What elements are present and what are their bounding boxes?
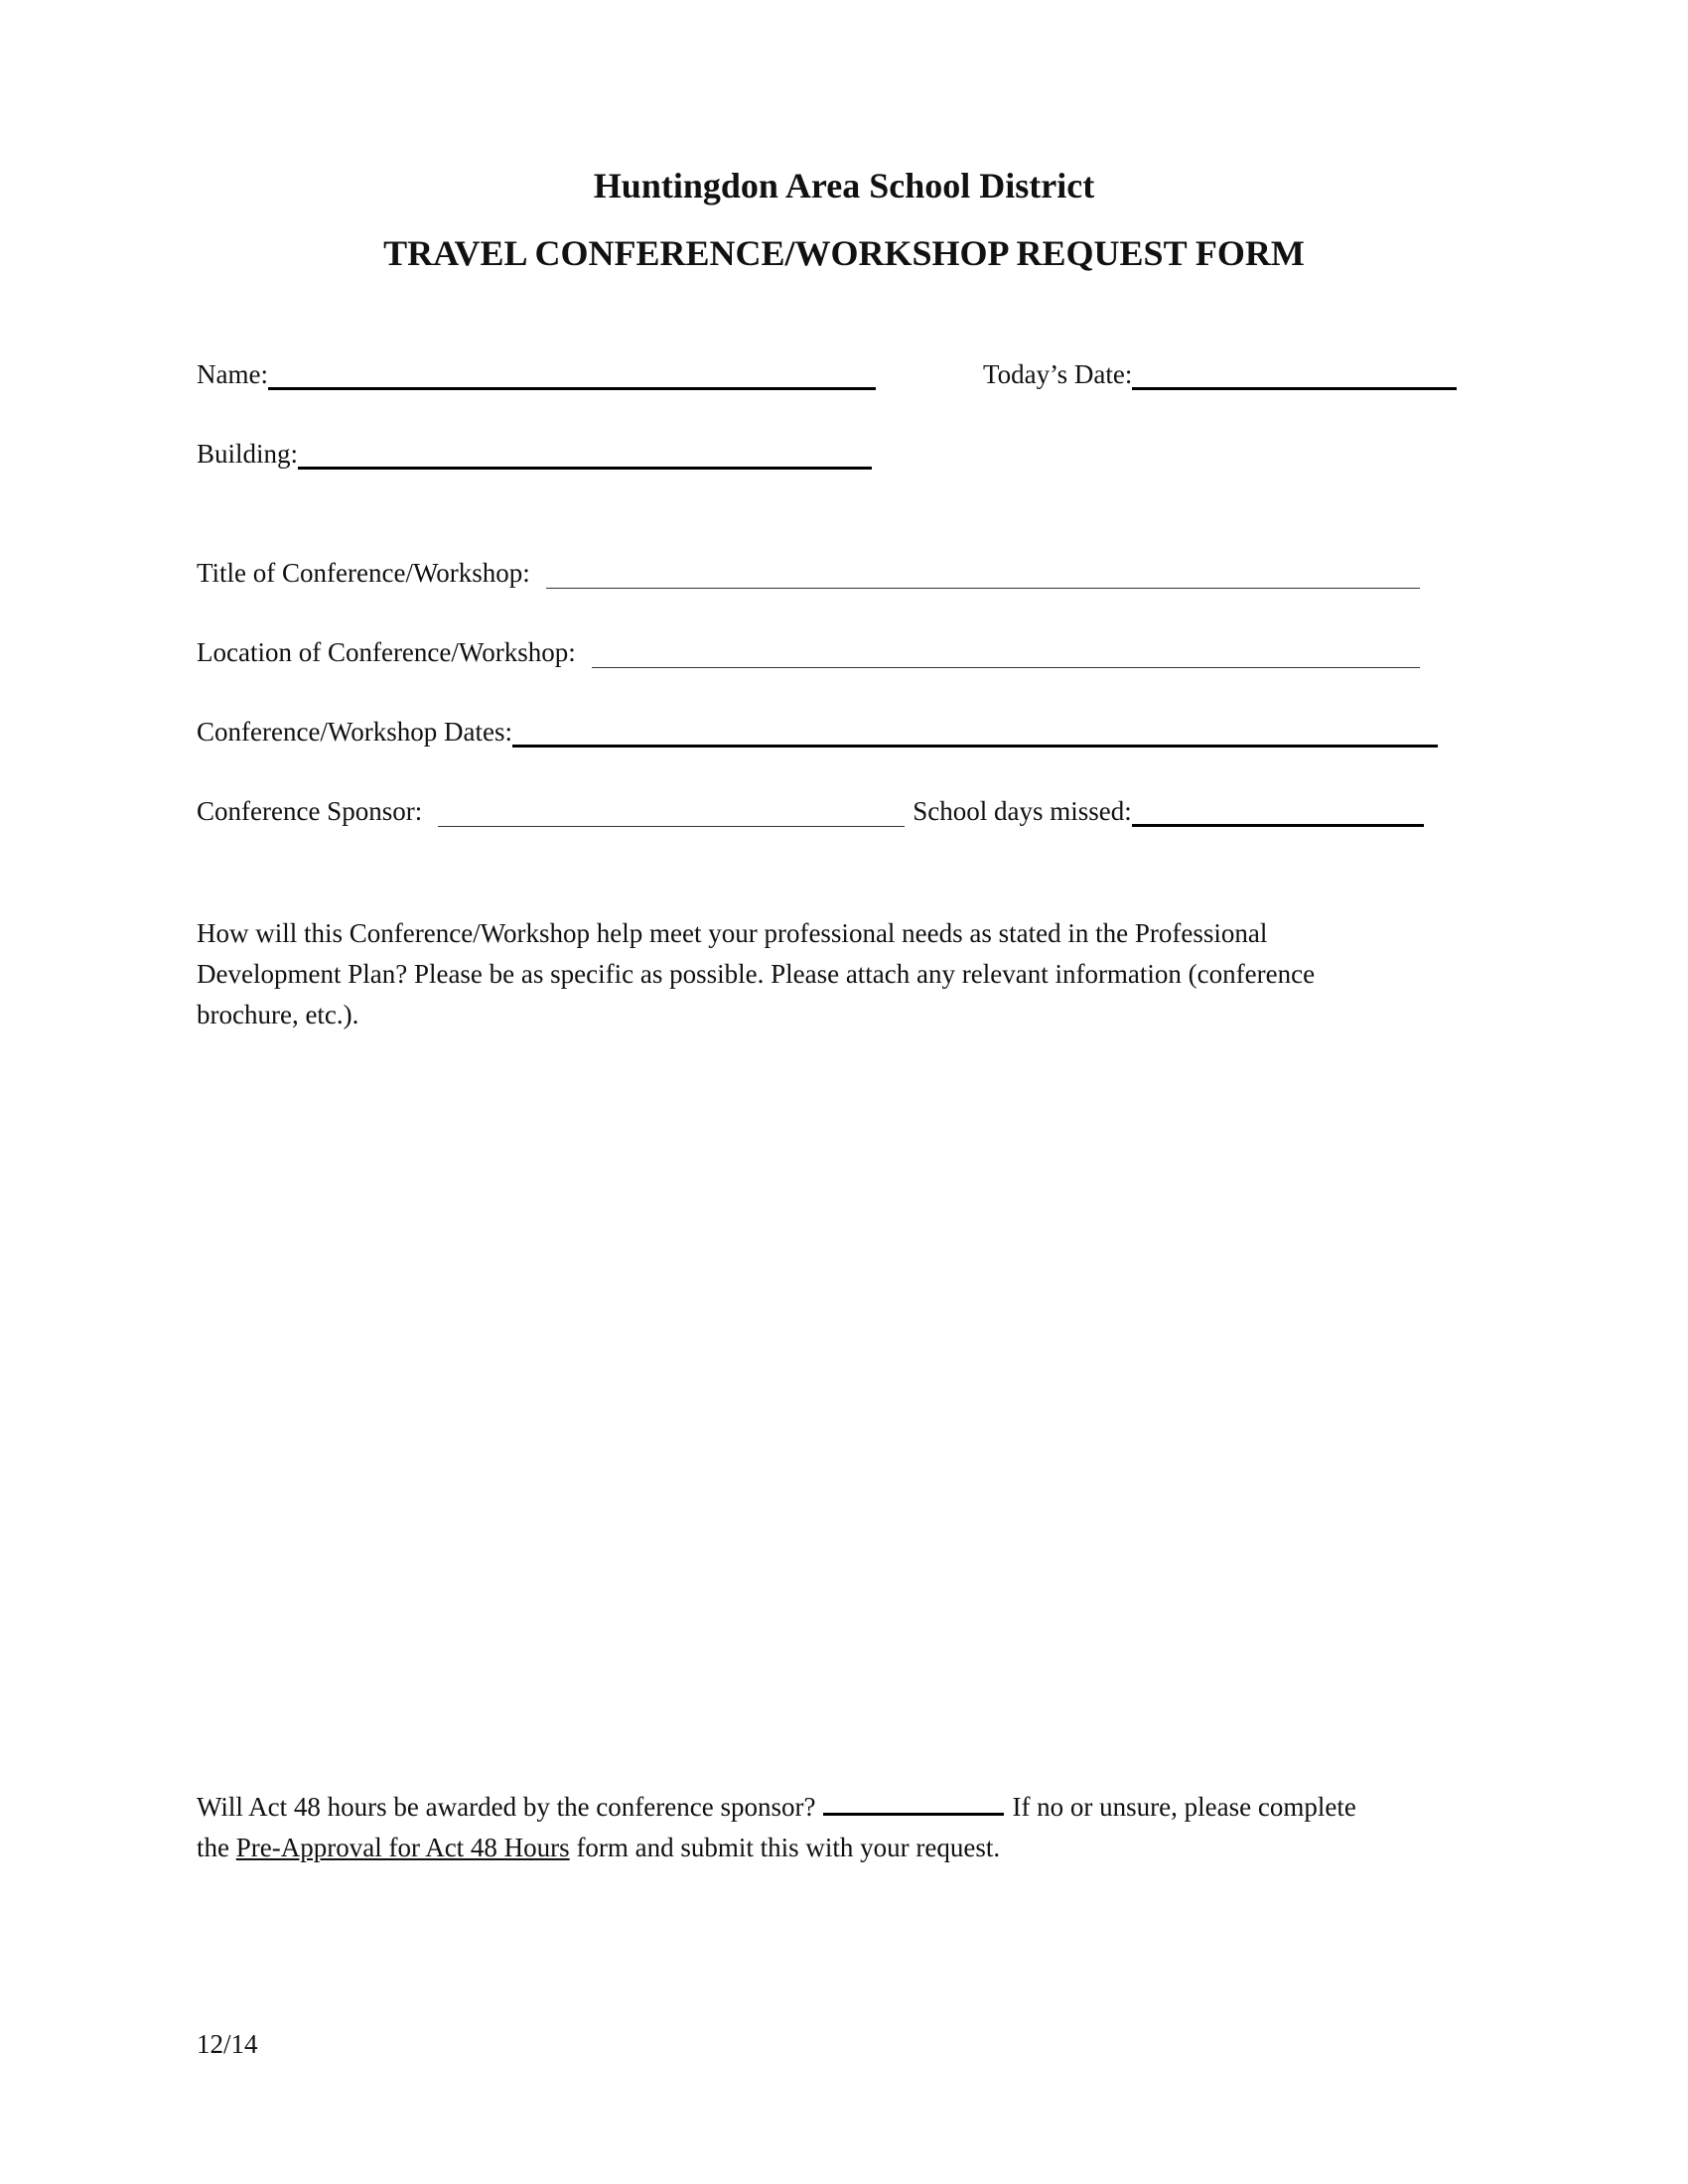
act48-question: Will Act 48 hours be awarded by the conference sponsor? bbox=[197, 1792, 816, 1822]
conference-dates-field bbox=[197, 717, 1438, 748]
conference-title-input[interactable] bbox=[546, 562, 1420, 589]
conference-location-label: Location of Conference/Workshop: bbox=[197, 637, 576, 667]
professional-needs-answer-area[interactable] bbox=[197, 1052, 1487, 1747]
todays-date-label: Today’s Date: bbox=[983, 359, 1133, 389]
question-line-3: brochure, etc.). bbox=[197, 1000, 359, 1029]
conference-title-field bbox=[197, 558, 1420, 589]
school-days-missed-input[interactable] bbox=[1132, 796, 1424, 827]
name-label: Name: bbox=[197, 359, 268, 389]
building-label: Building: bbox=[197, 439, 299, 469]
act48-answer-input[interactable] bbox=[823, 1789, 1004, 1816]
conference-sponsor-label: Conference Sponsor: bbox=[197, 796, 423, 826]
conference-sponsor-field bbox=[197, 796, 1424, 827]
building-field bbox=[197, 439, 872, 470]
pre-approval-act48-link[interactable]: Pre-Approval for Act 48 Hours bbox=[235, 1833, 570, 1862]
question-line-2: Development Plan? Please be as specific as possible. Please attach any relevant information (conference bbox=[197, 959, 1316, 989]
question-line-1: How will this Conference/Workshop help meet your professional needs as stated in the Professional bbox=[197, 918, 1268, 948]
act48-line2-prefix: the bbox=[197, 1833, 229, 1862]
revision-date: 12/14 bbox=[197, 2029, 258, 2059]
professional-needs-question bbox=[197, 913, 1487, 1035]
name-field bbox=[197, 359, 876, 390]
conference-sponsor-input[interactable] bbox=[438, 800, 905, 827]
todays-date-field bbox=[983, 359, 1457, 390]
act48-line2-suffix: form and submit this with your request. bbox=[576, 1833, 1001, 1862]
building-input[interactable] bbox=[298, 439, 872, 470]
district-name: Huntingdon Area School District bbox=[593, 166, 1095, 205]
conference-location-field bbox=[197, 637, 1420, 668]
form-title: TRAVEL CONFERENCE/WORKSHOP REQUEST FORM bbox=[383, 233, 1305, 273]
act48-section bbox=[197, 1787, 1487, 1868]
conference-dates-input[interactable] bbox=[512, 717, 1438, 748]
conference-dates-label: Conference/Workshop Dates: bbox=[197, 717, 512, 747]
todays-date-input[interactable] bbox=[1132, 359, 1457, 390]
conference-location-input[interactable] bbox=[592, 641, 1420, 668]
act48-instruction: If no or unsure, please complete bbox=[1012, 1792, 1356, 1822]
school-days-missed-label: School days missed: bbox=[913, 796, 1132, 826]
name-input[interactable] bbox=[268, 359, 876, 390]
conference-title-label: Title of Conference/Workshop: bbox=[197, 558, 530, 588]
